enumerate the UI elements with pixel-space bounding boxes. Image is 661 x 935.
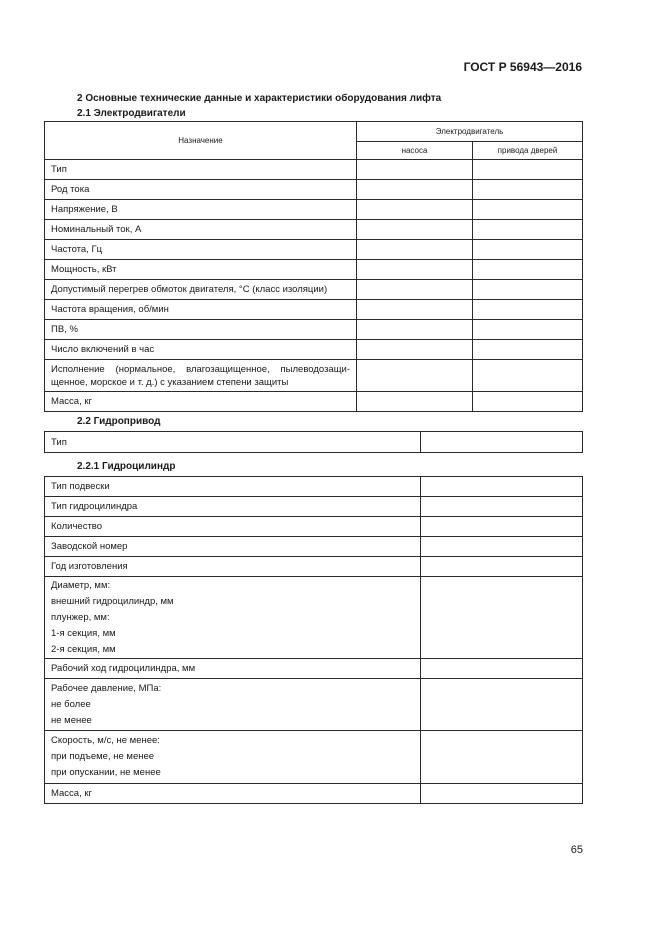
value-cell bbox=[473, 360, 583, 392]
value-cell bbox=[421, 497, 583, 517]
diameter-line: 1-я секция, мм bbox=[51, 627, 116, 639]
table-row-label: Мощность, кВт bbox=[45, 260, 357, 280]
value-cell bbox=[421, 477, 583, 497]
value-cell bbox=[421, 659, 583, 679]
value-cell bbox=[421, 731, 583, 784]
diameter-line: 2-я секция, мм bbox=[51, 643, 116, 655]
value-cell bbox=[357, 180, 473, 200]
table-row-pressure bbox=[45, 679, 421, 731]
motors-table bbox=[44, 121, 583, 412]
value-cell bbox=[421, 537, 583, 557]
table-row-label: ПВ, % bbox=[45, 320, 357, 340]
table-row-label: Рабочий ход гидроцилиндра, мм bbox=[45, 659, 421, 679]
table-row-label: Тип bbox=[45, 432, 421, 453]
execution-line-1: Исполнение (нормальное, влагозащищенное, пылеводозащи- bbox=[51, 363, 350, 375]
value-cell bbox=[473, 220, 583, 240]
value-cell bbox=[357, 280, 473, 300]
diameter-line: плунжер, мм: bbox=[51, 611, 110, 623]
section-2-1-title: 2.1 Электродвигатели bbox=[77, 108, 186, 119]
page-number: 65 bbox=[570, 844, 583, 856]
table-row-label: Частота, Гц bbox=[45, 240, 357, 260]
value-cell bbox=[473, 320, 583, 340]
speed-line: Скорость, м/с, не менее: bbox=[51, 735, 160, 746]
table-row-label: Масса, кг bbox=[45, 392, 357, 412]
header-motor: Электродвигатель bbox=[357, 122, 583, 142]
header-purpose: Назначение bbox=[45, 122, 357, 160]
pressure-line: не более bbox=[51, 698, 91, 710]
value-cell bbox=[357, 340, 473, 360]
table-row-label: Тип гидроцилиндра bbox=[45, 497, 421, 517]
table-row-label: Количество bbox=[45, 517, 421, 537]
value-cell bbox=[473, 260, 583, 280]
header-doors: привода дверей bbox=[473, 142, 583, 160]
diameter-line: Диаметр, мм: bbox=[51, 579, 111, 591]
table-row-speed bbox=[45, 731, 421, 784]
value-cell bbox=[473, 180, 583, 200]
value-cell bbox=[357, 200, 473, 220]
value-cell bbox=[473, 300, 583, 320]
value-cell bbox=[357, 392, 473, 412]
pressure-line: не менее bbox=[51, 714, 92, 726]
value-cell bbox=[421, 557, 583, 577]
cylinder-table bbox=[44, 476, 583, 804]
value-cell bbox=[421, 432, 583, 453]
speed-line: при подъеме, не менее bbox=[51, 751, 155, 762]
value-cell bbox=[357, 320, 473, 340]
section-2-title: 2 Основные технические данные и характеристики оборудования лифта bbox=[77, 93, 442, 104]
header-pump: насоса bbox=[357, 142, 473, 160]
pressure-line: Рабочее давление, МПа: bbox=[51, 682, 162, 694]
table-row-label: Частота вращения, об/мин bbox=[45, 300, 357, 320]
table-row-label: Масса, кг bbox=[45, 784, 421, 804]
table-row-label: Год изготовления bbox=[45, 557, 421, 577]
value-cell bbox=[421, 679, 583, 731]
table-row-label: Тип подвески bbox=[45, 477, 421, 497]
value-cell bbox=[473, 340, 583, 360]
table-row-label: Допустимый перегрев обмоток двигателя, °С (класс изоляции) bbox=[45, 280, 357, 300]
table-row-label: Тип bbox=[45, 160, 357, 180]
table-row-label: Заводской номер bbox=[45, 537, 421, 557]
table-row-label: Род тока bbox=[45, 180, 357, 200]
section-2-2-1-title: 2.2.1 Гидроцилиндр bbox=[77, 461, 176, 472]
value-cell bbox=[421, 577, 583, 659]
value-cell bbox=[473, 240, 583, 260]
section-2-2-title: 2.2 Гидропривод bbox=[77, 416, 161, 427]
speed-line: при опускании, не менее bbox=[51, 767, 161, 778]
diameter-line: внешний гидроцилиндр, мм bbox=[51, 595, 174, 607]
value-cell bbox=[357, 260, 473, 280]
value-cell bbox=[357, 240, 473, 260]
value-cell bbox=[473, 392, 583, 412]
table-row-diameter bbox=[45, 577, 421, 659]
value-cell bbox=[357, 360, 473, 392]
hydraulic-drive-table bbox=[44, 431, 583, 453]
value-cell bbox=[473, 280, 583, 300]
value-cell bbox=[357, 300, 473, 320]
table-row-label: Число включений в час bbox=[45, 340, 357, 360]
table-row-execution bbox=[45, 360, 357, 392]
execution-line-2: щенное, морское и т. д.) с указанием степени защиты bbox=[51, 376, 289, 388]
value-cell bbox=[421, 784, 583, 804]
value-cell bbox=[473, 160, 583, 180]
value-cell bbox=[357, 220, 473, 240]
table-row-label: Напряжение, В bbox=[45, 200, 357, 220]
value-cell bbox=[421, 517, 583, 537]
table-row-label: Номинальный ток, А bbox=[45, 220, 357, 240]
value-cell bbox=[473, 200, 583, 220]
document-code: ГОСТ Р 56943—2016 bbox=[463, 60, 582, 74]
value-cell bbox=[357, 160, 473, 180]
